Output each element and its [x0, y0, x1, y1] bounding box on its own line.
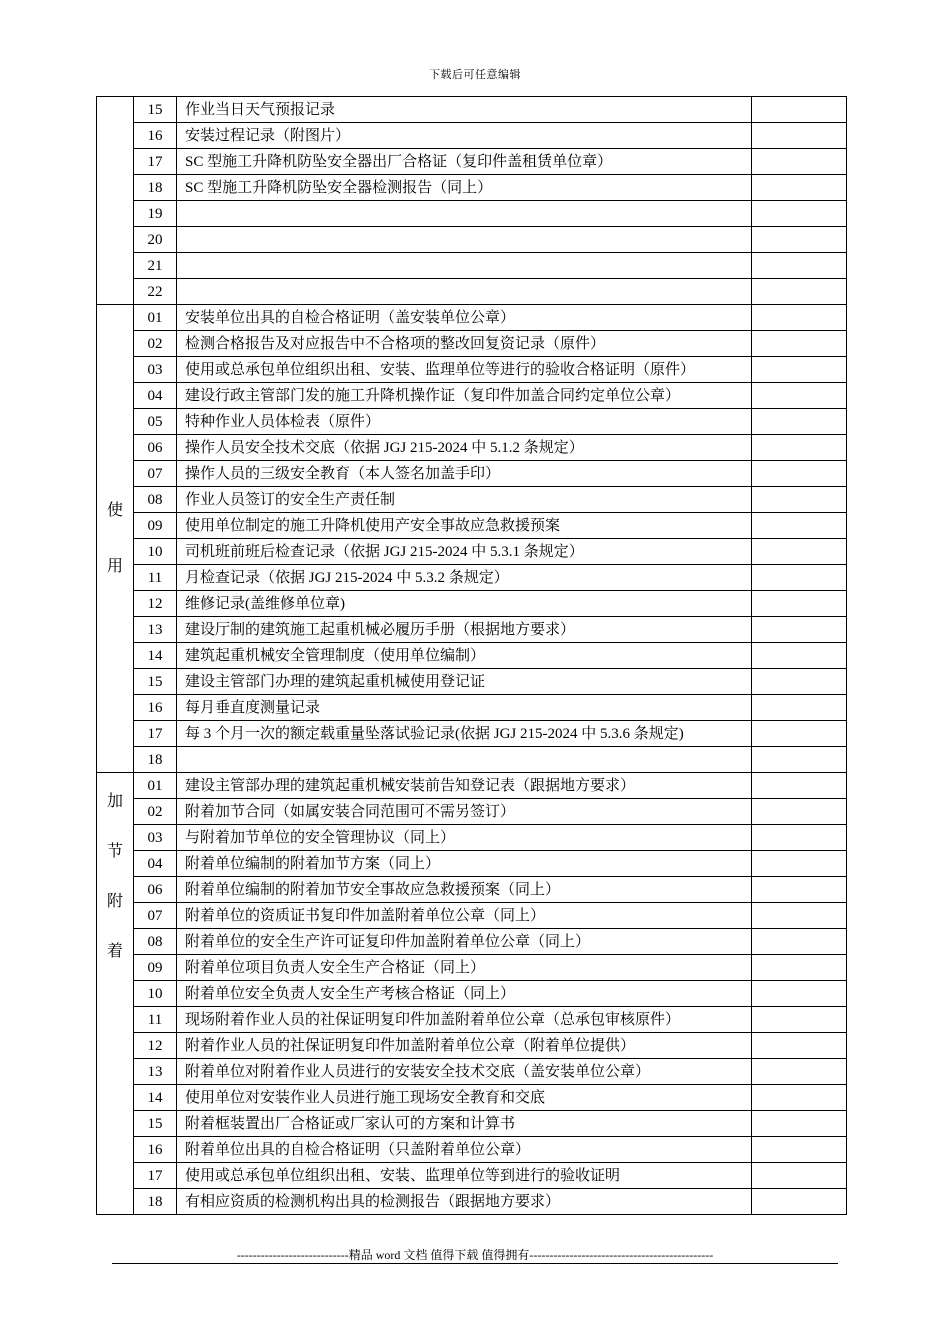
remark-cell [752, 383, 847, 409]
item-description: 操作人员的三级安全教育（本人签名加盖手印） [177, 461, 752, 487]
section-label-char: 加 [106, 793, 123, 810]
item-number: 02 [134, 799, 177, 825]
section-label-char: 着 [106, 943, 123, 960]
item-number: 04 [134, 851, 177, 877]
item-description: 建设行政主管部门发的施工升降机操作证（复印件加盖合同约定单位公章） [177, 383, 752, 409]
item-description: 维修记录(盖维修单位章) [177, 591, 752, 617]
table-row [97, 1059, 847, 1085]
item-description: 安装单位出具的自检合格证明（盖安装单位公章） [177, 305, 752, 331]
item-description: 有相应资质的检测机构出具的检测报告（跟据地方要求） [177, 1189, 752, 1215]
table-row [97, 877, 847, 903]
remark-cell [752, 175, 847, 201]
table-row [97, 305, 847, 331]
item-number: 11 [134, 565, 177, 591]
item-number: 10 [134, 981, 177, 1007]
item-number: 11 [134, 1007, 177, 1033]
remark-cell [752, 461, 847, 487]
item-description [177, 201, 752, 227]
table-row [97, 253, 847, 279]
item-number: 14 [134, 1085, 177, 1111]
item-description: 附着框装置出厂合格证或厂家认可的方案和计算书 [177, 1111, 752, 1137]
remark-cell [752, 123, 847, 149]
remark-cell [752, 747, 847, 773]
section-label-attach [97, 773, 134, 1215]
section-label-char: 附 [106, 893, 123, 910]
item-description: 作业当日天气预报记录 [177, 97, 752, 123]
remark-cell [752, 851, 847, 877]
item-description: 特种作业人员体检表（原件） [177, 409, 752, 435]
checklist-body [97, 97, 847, 1215]
item-number: 06 [134, 435, 177, 461]
table-row [97, 565, 847, 591]
remark-cell [752, 903, 847, 929]
remark-cell [752, 1189, 847, 1215]
item-description: 使用单位制定的施工升降机使用产安全事故应急救援预案 [177, 513, 752, 539]
section-label-char: 使 [106, 501, 123, 519]
item-number: 15 [134, 669, 177, 695]
remark-cell [752, 253, 847, 279]
item-description [177, 253, 752, 279]
remark-cell [752, 643, 847, 669]
table-row [97, 409, 847, 435]
item-number: 17 [134, 149, 177, 175]
item-number: 09 [134, 513, 177, 539]
item-description: 操作人员安全技术交底（依据 JGJ 215-2024 中 5.1.2 条规定） [177, 435, 752, 461]
remark-cell [752, 669, 847, 695]
item-description: 建筑起重机械安全管理制度（使用单位编制） [177, 643, 752, 669]
item-number: 16 [134, 1137, 177, 1163]
remark-cell [752, 825, 847, 851]
item-description: 附着单位编制的附着加节安全事故应急救援预案（同上） [177, 877, 752, 903]
item-description: 建设主管部办理的建筑起重机械安装前告知登记表（跟据地方要求） [177, 773, 752, 799]
table-row [97, 279, 847, 305]
item-number: 12 [134, 591, 177, 617]
remark-cell [752, 97, 847, 123]
table-row [97, 695, 847, 721]
table-row [97, 773, 847, 799]
item-description: 司机班前班后检查记录（依据 JGJ 215-2024 中 5.3.1 条规定） [177, 539, 752, 565]
table-row [97, 721, 847, 747]
item-number: 03 [134, 825, 177, 851]
item-number: 02 [134, 331, 177, 357]
item-description: 与附着加节单位的安全管理协议（同上） [177, 825, 752, 851]
table-row [97, 591, 847, 617]
remark-cell [752, 1033, 847, 1059]
item-number: 03 [134, 357, 177, 383]
item-number: 06 [134, 877, 177, 903]
item-number: 07 [134, 903, 177, 929]
table-row [97, 747, 847, 773]
section-label-char: 用 [106, 557, 123, 575]
item-number: 18 [134, 747, 177, 773]
item-number: 15 [134, 1111, 177, 1137]
table-row [97, 1033, 847, 1059]
remark-cell [752, 617, 847, 643]
remark-cell [752, 435, 847, 461]
remark-cell [752, 331, 847, 357]
item-description: 每 3 个月一次的额定载重量坠落试验记录(依据 JGJ 215-2024 中 5.3.6 条规定) [177, 721, 752, 747]
item-number: 05 [134, 409, 177, 435]
item-number: 21 [134, 253, 177, 279]
remark-cell [752, 279, 847, 305]
item-number: 12 [134, 1033, 177, 1059]
table-row [97, 825, 847, 851]
table-row [97, 487, 847, 513]
item-number: 04 [134, 383, 177, 409]
page-header: 下载后可任意编辑 [429, 69, 521, 81]
table-row [97, 123, 847, 149]
item-description: 安装过程记录（附图片） [177, 123, 752, 149]
table-row [97, 175, 847, 201]
item-number: 18 [134, 175, 177, 201]
item-description: SC 型施工升降机防坠安全器出厂合格证（复印件盖租赁单位章） [177, 149, 752, 175]
item-number: 15 [134, 97, 177, 123]
item-number: 19 [134, 201, 177, 227]
item-number: 20 [134, 227, 177, 253]
item-description: 附着作业人员的社保证明复印件加盖附着单位公章（附着单位提供） [177, 1033, 752, 1059]
item-description: 建设厅制的建筑施工起重机械必履历手册（根据地方要求） [177, 617, 752, 643]
remark-cell [752, 149, 847, 175]
remark-cell [752, 539, 847, 565]
remark-cell [752, 591, 847, 617]
item-number: 17 [134, 1163, 177, 1189]
remark-cell [752, 981, 847, 1007]
item-description: 附着加节合同（如属安装合同范围可不需另签订） [177, 799, 752, 825]
page-footer: ----------------------------精品 word 文档 值得下载 值得拥有---------------------------------------------- [236, 1248, 714, 1262]
remark-cell [752, 1059, 847, 1085]
section-label-install [97, 97, 134, 305]
item-description: 附着单位的安全生产许可证复印件加盖附着单位公章（同上） [177, 929, 752, 955]
item-number: 07 [134, 461, 177, 487]
table-row [97, 1163, 847, 1189]
item-description: 附着单位的资质证书复印件加盖附着单位公章（同上） [177, 903, 752, 929]
item-description: 使用或总承包单位组织出租、安装、监理单位等到进行的验收证明 [177, 1163, 752, 1189]
remark-cell [752, 1007, 847, 1033]
remark-cell [752, 955, 847, 981]
item-description [177, 747, 752, 773]
table-row [97, 669, 847, 695]
item-number: 01 [134, 773, 177, 799]
table-row [97, 97, 847, 123]
remark-cell [752, 305, 847, 331]
item-number: 13 [134, 1059, 177, 1085]
table-row [97, 929, 847, 955]
table-row [97, 513, 847, 539]
remark-cell [752, 409, 847, 435]
table-row [97, 799, 847, 825]
item-description: 使用或总承包单位组织出租、安装、监理单位等进行的验收合格证明（原件） [177, 357, 752, 383]
item-number: 17 [134, 721, 177, 747]
item-description [177, 227, 752, 253]
table-row [97, 461, 847, 487]
table-row [97, 435, 847, 461]
item-description: 每月垂直度测量记录 [177, 695, 752, 721]
table-row [97, 1137, 847, 1163]
table-row [97, 643, 847, 669]
item-number: 22 [134, 279, 177, 305]
item-description: 现场附着作业人员的社保证明复印件加盖附着单位公章（总承包审核原件） [177, 1007, 752, 1033]
remark-cell [752, 799, 847, 825]
table-row [97, 201, 847, 227]
item-number: 14 [134, 643, 177, 669]
table-row [97, 955, 847, 981]
item-description: 附着单位编制的附着加节方案（同上） [177, 851, 752, 877]
item-description: 作业人员签订的安全生产责任制 [177, 487, 752, 513]
remark-cell [752, 513, 847, 539]
item-description [177, 279, 752, 305]
item-description: 月检查记录（依据 JGJ 215-2024 中 5.3.2 条规定） [177, 565, 752, 591]
table-row [97, 227, 847, 253]
table-row [97, 1085, 847, 1111]
item-number: 16 [134, 695, 177, 721]
remark-cell [752, 1111, 847, 1137]
item-description: 附着单位对附着作业人员进行的安装安全技术交底（盖安装单位公章） [177, 1059, 752, 1085]
item-number: 08 [134, 487, 177, 513]
table-row [97, 981, 847, 1007]
table-row [97, 1007, 847, 1033]
remark-cell [752, 877, 847, 903]
table-row [97, 851, 847, 877]
item-description: 附着单位出具的自检合格证明（只盖附着单位公章） [177, 1137, 752, 1163]
remark-cell [752, 721, 847, 747]
item-number: 08 [134, 929, 177, 955]
remark-cell [752, 565, 847, 591]
item-description: 附着单位安全负责人安全生产考核合格证（同上） [177, 981, 752, 1007]
remark-cell [752, 227, 847, 253]
item-description: 建设主管部门办理的建筑起重机械使用登记证 [177, 669, 752, 695]
item-number: 10 [134, 539, 177, 565]
item-number: 09 [134, 955, 177, 981]
item-description: 检测合格报告及对应报告中不合格项的整改回复资记录（原件） [177, 331, 752, 357]
remark-cell [752, 487, 847, 513]
table-row [97, 383, 847, 409]
document-checklist-table [96, 96, 847, 1215]
remark-cell [752, 1085, 847, 1111]
section-label-char: 节 [106, 843, 123, 860]
item-number: 01 [134, 305, 177, 331]
footer-divider [112, 1263, 838, 1264]
table-row [97, 331, 847, 357]
item-description: 附着单位项目负责人安全生产合格证（同上） [177, 955, 752, 981]
item-description: SC 型施工升降机防坠安全器检测报告（同上） [177, 175, 752, 201]
remark-cell [752, 773, 847, 799]
table-row [97, 617, 847, 643]
item-description: 使用单位对安装作业人员进行施工现场安全教育和交底 [177, 1085, 752, 1111]
remark-cell [752, 357, 847, 383]
table-row [97, 1189, 847, 1215]
remark-cell [752, 201, 847, 227]
table-row [97, 149, 847, 175]
table-row [97, 357, 847, 383]
table-row [97, 1111, 847, 1137]
item-number: 13 [134, 617, 177, 643]
remark-cell [752, 1163, 847, 1189]
item-number: 16 [134, 123, 177, 149]
section-label-use [97, 305, 134, 773]
remark-cell [752, 929, 847, 955]
remark-cell [752, 695, 847, 721]
table-row [97, 903, 847, 929]
table-row [97, 539, 847, 565]
remark-cell [752, 1137, 847, 1163]
item-number: 18 [134, 1189, 177, 1215]
